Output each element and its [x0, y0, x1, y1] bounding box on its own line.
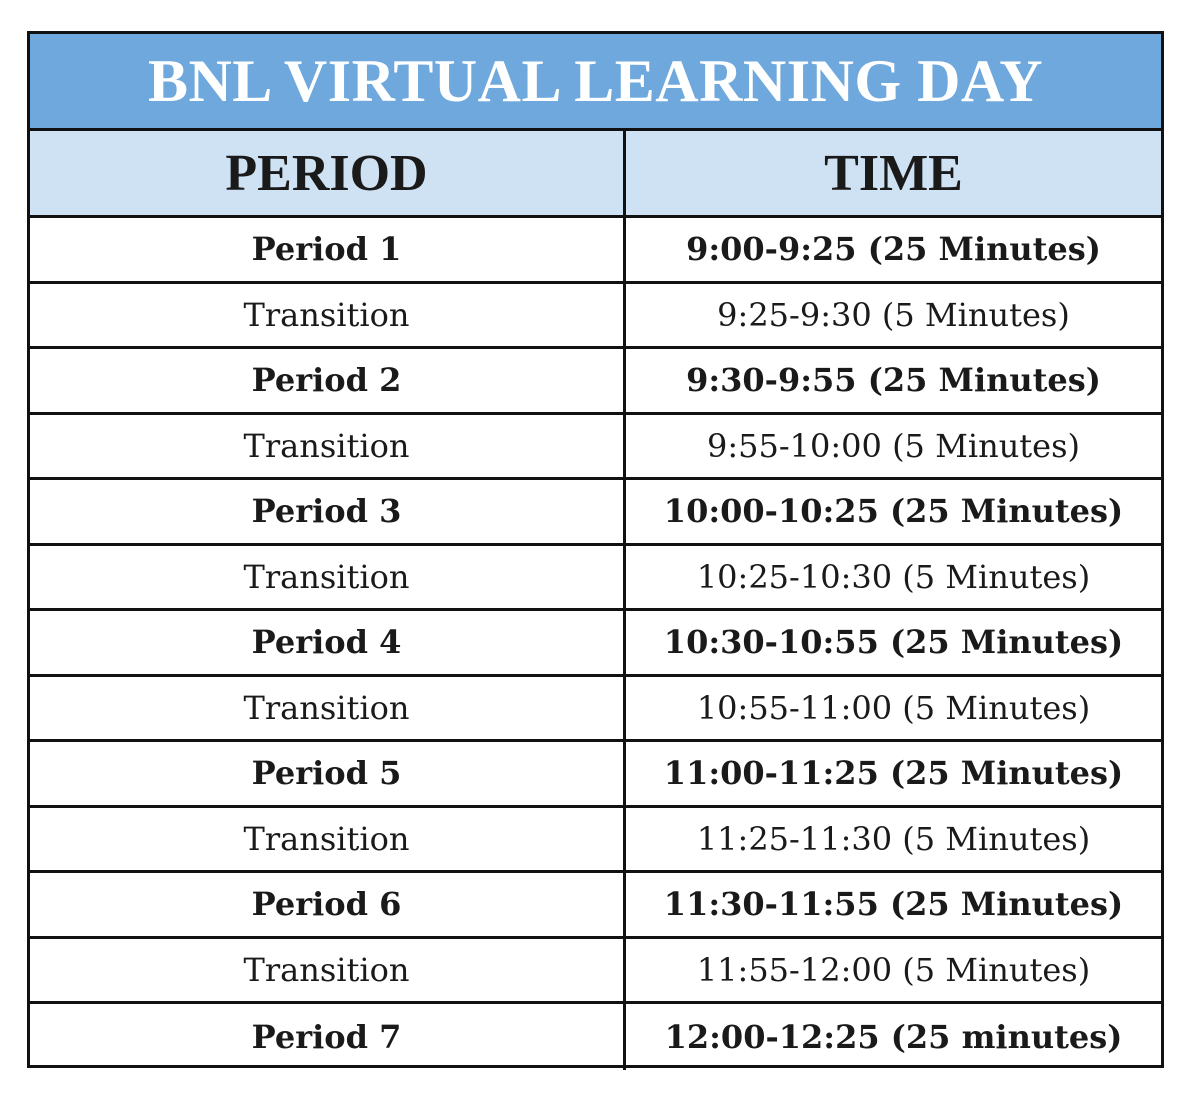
title-bar [30, 34, 1161, 131]
table-row [30, 873, 1161, 939]
period-cell: Period 7 [30, 1004, 626, 1070]
period-cell: Transition [30, 808, 626, 871]
period-cell: Period 2 [30, 349, 626, 412]
period-cell: Transition [30, 284, 626, 347]
time-cell: 11:30-11:55 (25 Minutes) [663, 885, 1124, 924]
table-row [30, 939, 1161, 1005]
time-cell: 11:55-12:00 (5 Minutes) [696, 950, 1091, 989]
time-cell: 12:00-12:25 (25 minutes) [664, 1017, 1123, 1056]
period-cell: Period 1 [30, 218, 626, 281]
time-cell: 11:00-11:25 (25 Minutes) [663, 754, 1124, 793]
period-cell: Period 4 [30, 611, 626, 674]
period-cell: Period 5 [30, 742, 626, 805]
table-row [30, 546, 1161, 612]
table-row [30, 415, 1161, 481]
time-cell: 10:25-10:30 (5 Minutes) [696, 557, 1091, 596]
schedule-table [27, 31, 1164, 1068]
period-cell: Period 6 [30, 873, 626, 936]
time-cell: 10:55-11:00 (5 Minutes) [696, 688, 1091, 727]
table-row [30, 808, 1161, 874]
table-row [30, 349, 1161, 415]
table-row [30, 284, 1161, 350]
table-body [30, 218, 1161, 1070]
period-cell: Transition [30, 415, 626, 478]
time-cell: 9:25-9:30 (5 Minutes) [717, 295, 1070, 334]
column-header-period: PERIOD [30, 131, 626, 215]
period-cell: Transition [30, 939, 626, 1002]
header-row [30, 131, 1161, 218]
table-title: BNL VIRTUAL LEARNING DAY [147, 47, 1044, 114]
table-row [30, 611, 1161, 677]
table-row [30, 742, 1161, 808]
time-cell: 9:00-9:25 (25 Minutes) [686, 230, 1101, 269]
period-cell: Transition [30, 677, 626, 740]
time-cell: 10:30-10:55 (25 Minutes) [663, 623, 1124, 662]
time-cell: 9:55-10:00 (5 Minutes) [707, 426, 1080, 465]
table-row [30, 677, 1161, 743]
table-row [30, 1004, 1161, 1070]
period-cell: Transition [30, 546, 626, 609]
time-cell: 9:30-9:55 (25 Minutes) [686, 361, 1101, 400]
time-cell: 10:00-10:25 (25 Minutes) [663, 492, 1124, 531]
column-header-time: TIME [824, 144, 963, 202]
table-row [30, 218, 1161, 284]
time-cell: 11:25-11:30 (5 Minutes) [696, 819, 1091, 858]
period-cell: Period 3 [30, 480, 626, 543]
table-row [30, 480, 1161, 546]
